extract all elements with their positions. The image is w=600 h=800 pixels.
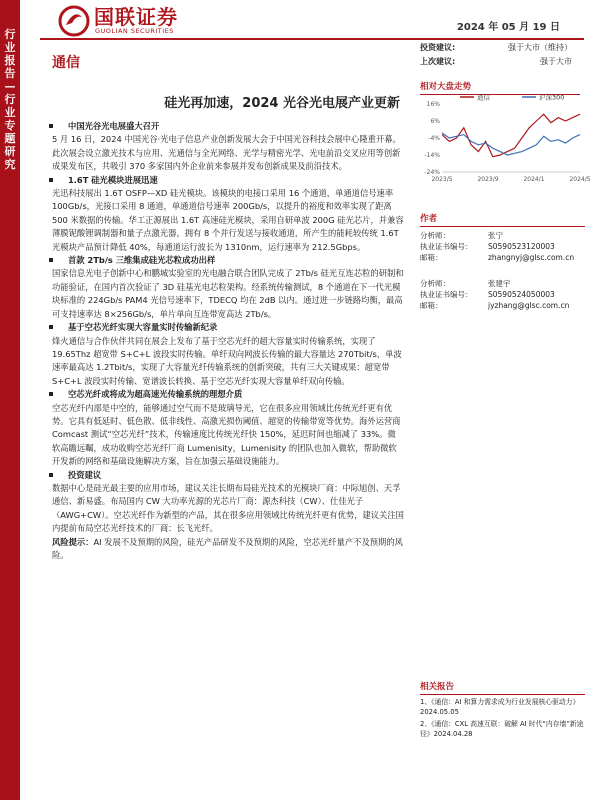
section — [52, 120, 404, 174]
section-title: 投资建议 — [52, 469, 404, 482]
related-title: 相关报告 — [420, 680, 585, 695]
y-tick-label: 6% — [430, 118, 440, 125]
sidebar-band — [0, 0, 20, 800]
y-tick-label: 16% — [426, 101, 440, 108]
x-tick-label: 2024/5 — [569, 176, 591, 183]
analyst-title: 作者 — [420, 212, 585, 227]
y-tick-label: -4% — [428, 135, 440, 142]
x-tick-label: 2024/1 — [523, 176, 545, 183]
report-date: 2024 年 05 月 19 日 — [456, 22, 560, 33]
investment-rating — [420, 42, 572, 53]
logo-chinese-name: 国联证券 — [94, 5, 178, 29]
industry-name: 通信 — [52, 55, 80, 71]
section — [52, 469, 404, 536]
analyst-email[interactable]: jyzhang@glsc.com.cn — [488, 301, 570, 310]
y-tick-label: -24% — [424, 169, 440, 176]
logo-english-name: GUOLIAN SECURITIES — [95, 27, 174, 35]
legend-label: 沪深300 — [539, 93, 565, 102]
x-tick-label: 2023/9 — [477, 176, 499, 183]
y-tick-label: -14% — [424, 152, 440, 159]
analyst-cert: S0590524050003 — [488, 290, 555, 299]
analyst-name: 张宁 — [488, 231, 503, 240]
section-body: 数据中心是硅光最主要的应用市场，建议关注长期布局硅光技术的光模块厂商：中际旭创、天孚通信、新易盛。布局国内 CW 大功率光源的光芯片厂商：源杰科技（CW）、仕佳光子（AWG+CW）。空芯光纤作为新型的产品，其在很多应用领域比传统光纤更有优势，建议关注国内提前布局空芯光纤技术的厂商：长飞光纤。 — [52, 482, 404, 534]
previous-rating — [420, 56, 572, 67]
section — [52, 321, 404, 388]
analyst-heading — [420, 212, 585, 227]
related-report-item[interactable]: 2、《通信：CXL 高速互联：破解 AI 时代“内存墙”新途径》2024.04.28 — [420, 720, 584, 738]
analyst-cert: S0590523120003 — [488, 242, 555, 251]
section-title: 中国光谷光电展盛大召开 — [52, 120, 404, 133]
section-body: 烽火通信与合作伙伴共同在展会上发布了基于空芯光纤的超大容量实时传输系统，实现了 19.65Thz 超宽带 S+C+L 波段实时传输。单纤双向网波长传输的最大容量达 270Tbit/s，单波速率最高达 1.2Tbit/s，实现了大容量光纤传输系统的创新突破，共有三大关键成果：超宽带 S+C+L 波段实时传输、宽谱波长转换、基于空芯光纤实现大容量单纤双向传输。 — [52, 335, 402, 386]
analyst-name: 张建宇 — [488, 279, 511, 288]
section — [52, 254, 404, 321]
chart-title: 相对大盘走势 — [420, 80, 580, 95]
related-reports — [420, 680, 585, 739]
section-title: 空芯光纤或将成为超高速光传输系统的理想介质 — [52, 388, 404, 401]
rating-label: 投资建议: — [420, 43, 456, 52]
series-line — [442, 133, 580, 155]
header-divider — [40, 38, 584, 40]
section-body: 光迅科技展出 1.6T OSFP—XD 硅光模块。该模块的电接口采用 16 个通道，单通道信号速率 100Gb/s，光接口采用 8 通道，单通道信号速率 200Gb/s，以提升的裕度和效率实现了距离 500 米数据的传输。华工正源展出 1.6T 高速硅光模块，采用自研单波 200G 硅光芯片，并兼容薄膜铌酸锂调制器和量子点激光器，拥有 8 个并行发送与接收通道，所产生的能耗较传统 1.6T 光模块产品预计降低 40%，每通道运行波长为 1310nm，运行速率为 212.5Gbps。 — [52, 188, 404, 252]
risk-label: 风险提示： — [52, 536, 94, 547]
sidebar-report-type: 行业报告—行业专题研究 — [4, 28, 16, 171]
x-tick-label: 2023/5 — [431, 176, 453, 183]
section-body: 5 月 16 日，2024 中国光谷·光电子信息产业创新发展大会于中国光谷科技会展中心隆重开幕。此次展会设立激光技术与应用、光通信与全光网络、光学与精密光学、光电前沿交叉应用等创新成果发布区，共吸引 370 多家国内外企业前来参展并发布创新成果及前沿技术。 — [52, 134, 401, 172]
legend-label: 通信 — [477, 93, 490, 102]
analyst-1: 分析师： 张宁 执业证书编号： S0590523120003 邮箱： zhangnyj@glsc.com.cn — [420, 231, 575, 262]
previous-rating-label: 上次建议: — [420, 57, 456, 66]
section-body: 空芯光纤内部是中空的，能够通过空气而不是玻璃导光，它在很多应用领域比传统光纤更有优势。它具有低延时、低色散、低非线性、高激光损伤阈值、超宽的传输带宽等优势。海外运营商 Comcast 测试“空芯光纤”技术，传输速度比传统光纤快 150%，延迟时间也缩减了 33%。微软高瞻远瞩，成功收购空芯光纤厂商 Lumenisity，Lumenisity 的团队也加入微软，帮助微软开发新的网络和基础设施解决方案，旨在加强云基础设施能力。 — [52, 402, 401, 467]
section-body: 国家信息光电子创新中心和鹏城实验室的光电融合联合团队完成了 2Tb/s 硅光互连芯粒的研制和功能验证，在国内首次验证了 3D 硅基光电芯粒架构。经系统传输测试，8 个通道在下一代光模块标准的 224Gb/s PAM4 光信号速率下，TDECQ 均在 2dB 以内。通过进一步链路均衡，最高可支持速率达 8×256Gb/s，单片单向互连带宽高达 2Tb/s。 — [52, 268, 404, 319]
logo-mark-icon — [58, 5, 90, 37]
company-logo — [58, 4, 178, 38]
section-title: 基于空芯光纤实现大容量实时传输新纪录 — [52, 321, 404, 334]
analyst-2: 分析师： 张建宇 执业证书编号： S0590524050003 邮箱： jyzhang@glsc.com.cn — [420, 279, 570, 310]
risk-warning — [52, 536, 404, 563]
previous-rating-value: 强于大市 — [540, 57, 572, 66]
section — [52, 388, 404, 468]
section — [52, 174, 404, 254]
analyst-email[interactable]: zhangnyj@glsc.com.cn — [488, 253, 575, 262]
risk-text: AI 发展不及预期的风险，硅光产品研发不及预期的风险，空芯光纤量产不及预期的风险。 — [52, 536, 403, 560]
relative-performance-chart — [420, 90, 591, 190]
report-title: 硅光再加速，2024 光谷光电展产业更新 — [164, 96, 400, 111]
section-title: 首款 2Tb/s 三维集成硅光芯粒成功出样 — [52, 254, 404, 267]
section-title: 1.6T 硅光模块进展迅速 — [52, 174, 404, 187]
chart-svg — [420, 90, 591, 190]
report-body — [52, 120, 404, 562]
related-report-item[interactable]: 1、《通信：AI 和算力需求成为行业发展核心驱动力》2024.05.05 — [420, 698, 580, 716]
rating-value: 强于大市（维持） — [508, 43, 572, 52]
